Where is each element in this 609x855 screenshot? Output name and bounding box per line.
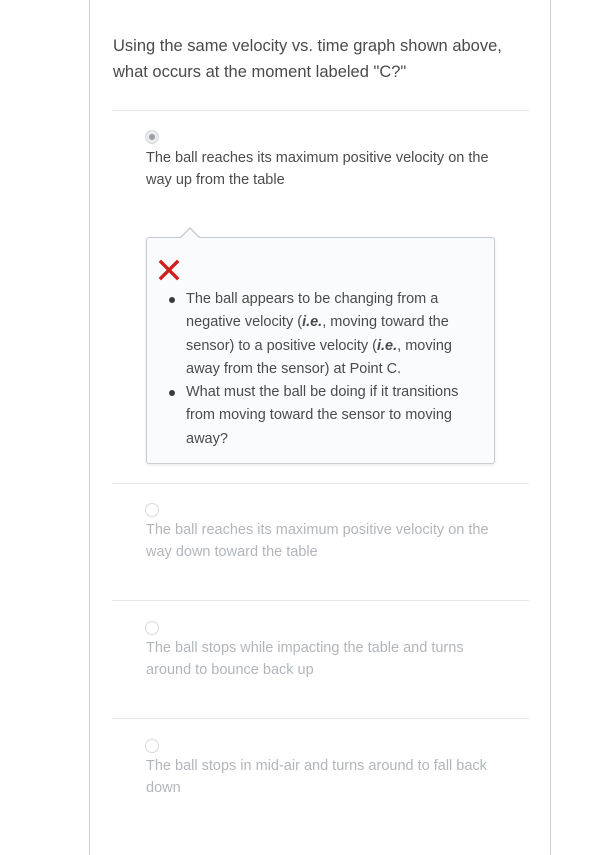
answer-2-radio[interactable] xyxy=(145,503,159,517)
radio-selected-dot xyxy=(149,134,155,140)
feedback-caret-inner xyxy=(181,229,199,238)
question-text: Using the same velocity vs. time graph shown above, what occurs at the moment labeled "C?" xyxy=(113,37,502,81)
bullet-dot xyxy=(169,297,175,303)
feedback-text: , moving toward the sensor) to a positive velocity ( xyxy=(186,314,449,354)
answer-1-label[interactable]: The ball reaches its maximum positive velocity on the way up from the table xyxy=(146,150,489,188)
question-divider xyxy=(112,110,529,111)
feedback-bullet-2 xyxy=(166,381,484,451)
feedback-emphasis: i.e. xyxy=(377,337,398,354)
answer-2-label[interactable]: The ball reaches its maximum positive velocity on the way down toward the table xyxy=(146,522,489,560)
feedback-list xyxy=(166,288,484,451)
answer-4-label[interactable]: The ball stops in mid-air and turns around to fall back down xyxy=(146,758,487,796)
feedback-text: The ball appears to be changing from a negative velocity ( xyxy=(186,291,439,331)
answer-3-radio[interactable] xyxy=(145,621,159,635)
answer-4-radio[interactable] xyxy=(145,739,159,753)
answer-1-radio[interactable] xyxy=(145,130,159,144)
feedback-bullet-1 xyxy=(166,288,484,381)
feedback-emphasis: i.e. xyxy=(302,314,323,331)
answer-divider xyxy=(112,718,529,719)
feedback-text: What must the ball be doing if it transitions from moving toward the sensor to moving away? xyxy=(186,384,459,447)
bullet-dot xyxy=(169,390,175,396)
feedback-text: , moving away from the sensor) at Point C. xyxy=(186,337,452,377)
incorrect-x-icon xyxy=(157,258,181,282)
answer-3-label[interactable]: The ball stops while impacting the table and turns around to bounce back up xyxy=(146,640,464,678)
answer-divider xyxy=(112,483,529,484)
answer-divider xyxy=(112,600,529,601)
